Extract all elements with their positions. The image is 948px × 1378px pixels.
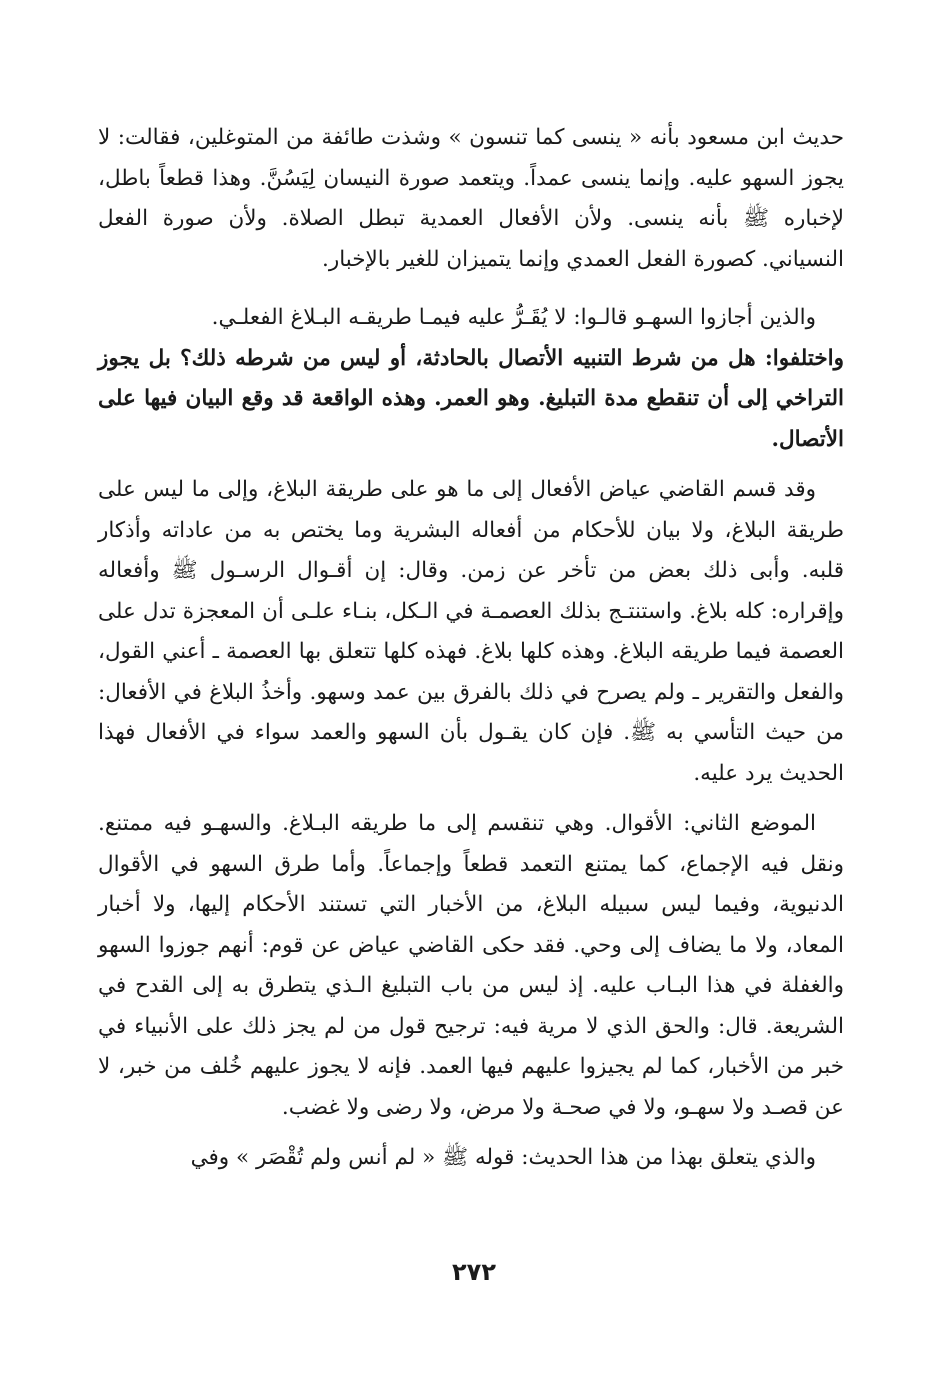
paragraph-3: واختلفوا: هل من شرط التنبيه الأتصال بالحادثة، أو ليس من شرطه ذلك؟ بل يجوز التراخي إلى أن تنقطع مدة التبليغ. وهو العمر. وهذه الواقعة قد وقع البيان فيها على الأتصال. [98,345,844,452]
paragraph-5: الموضع الثاني: الأقوال. وهي تنقسم إلى ما طريقه البـلاغ. والسهـو فيه ممتنع. ونقل فيه الإجماع، كما يمتنع التعمد قطعاً وإجماعاً. وأما طرق السهو في الأقوال الدنيوية، وفيما ليس سبيله البلاغ، من الأخبار التي تستند الأحكام إليها، ولا أخبار المعاد، ولا ما يضاف إلى وحي. فقد حكى القاضي عياض عن قوم: أنهم جوزوا السهو والغفلة في هذا البـاب عليه. إذ ليس من باب التبليغ الـذي يتطرق به إلى القدح في الشريعة. قال: والحق الذي لا مرية فيه: ترجيح قول من لم يجز ذلك على الأنبياء في خبر من الأخبار، كما لم يجيزوا عليهم فيها العمد. فإنه لا يجوز عليهم خُلف من خبر، لا عن قصـد ولا سهـو، ولا في صحـة ولا مرض، ولا رضى ولا غضب. [98,811,844,1120]
paragraph-4: وقد قسم القاضي عياض الأفعال إلى ما هو على طريقة البلاغ، وإلى ما ليس على طريقة البلاغ، ولا بيان للأحكام من أفعاله البشرية وما يختص به من عاداته وأذكار قلبه. وأبى ذلك بعض من تأخر عن زمن. وقال: إن أقـوال الرسـول ﷺ وأفعاله وإقراره: كله بلاغ. واستنتـج بذلك العصمـة في الـكل، بنـاء علـى أن المعجزة تدل على العصمة فيما طريقه البلاغ. وهذه كلها بلاغ. فهذه كلها تتعلق بها العصمة ـ أعني القول، والفعل والتقرير ـ ولم يصرح في ذلك بالفرق بين عمد وسهو. وأخذُ البلاغ في الأفعال: من حيث التأسي به ﷺ. فإن كان يقـول بأن السهو والعمد سواء في الأفعال فهذا الحديث يرد عليه. [98,477,844,786]
paragraph-1: حديث ابن مسعود بأنه « ينسى كما تنسون » وشذت طائفة من المتوغلين، فقالت: لا يجوز السهو عليه. وإنما ينسى عمداً. ويتعمد صورة النيسان لِيَسُنَّ. وهذا قطعاً باطل، لإخباره ﷺ بأنه ينسى. ولأن الأفعال العمدية تبطل الصلاة. ولأن صورة الفعل النسياني. كصورة الفعل العمدي وإنما يتميزان للغير بالإخبار. [98,125,844,272]
page-body [98,118,844,1179]
paragraph-6: والذي يتعلق بهذا من هذا الحديث: قوله ﷺ « لم أنس ولم تُقْصَر » وفي [190,1145,816,1170]
page-number: ٢٧٢ [452,1258,496,1286]
paragraph-2: والذين أجازوا السهـو قالـوا: لا يُقَـرُّ عليه فيمـا طريقـه البـلاغ الفعلـي. [211,305,816,330]
